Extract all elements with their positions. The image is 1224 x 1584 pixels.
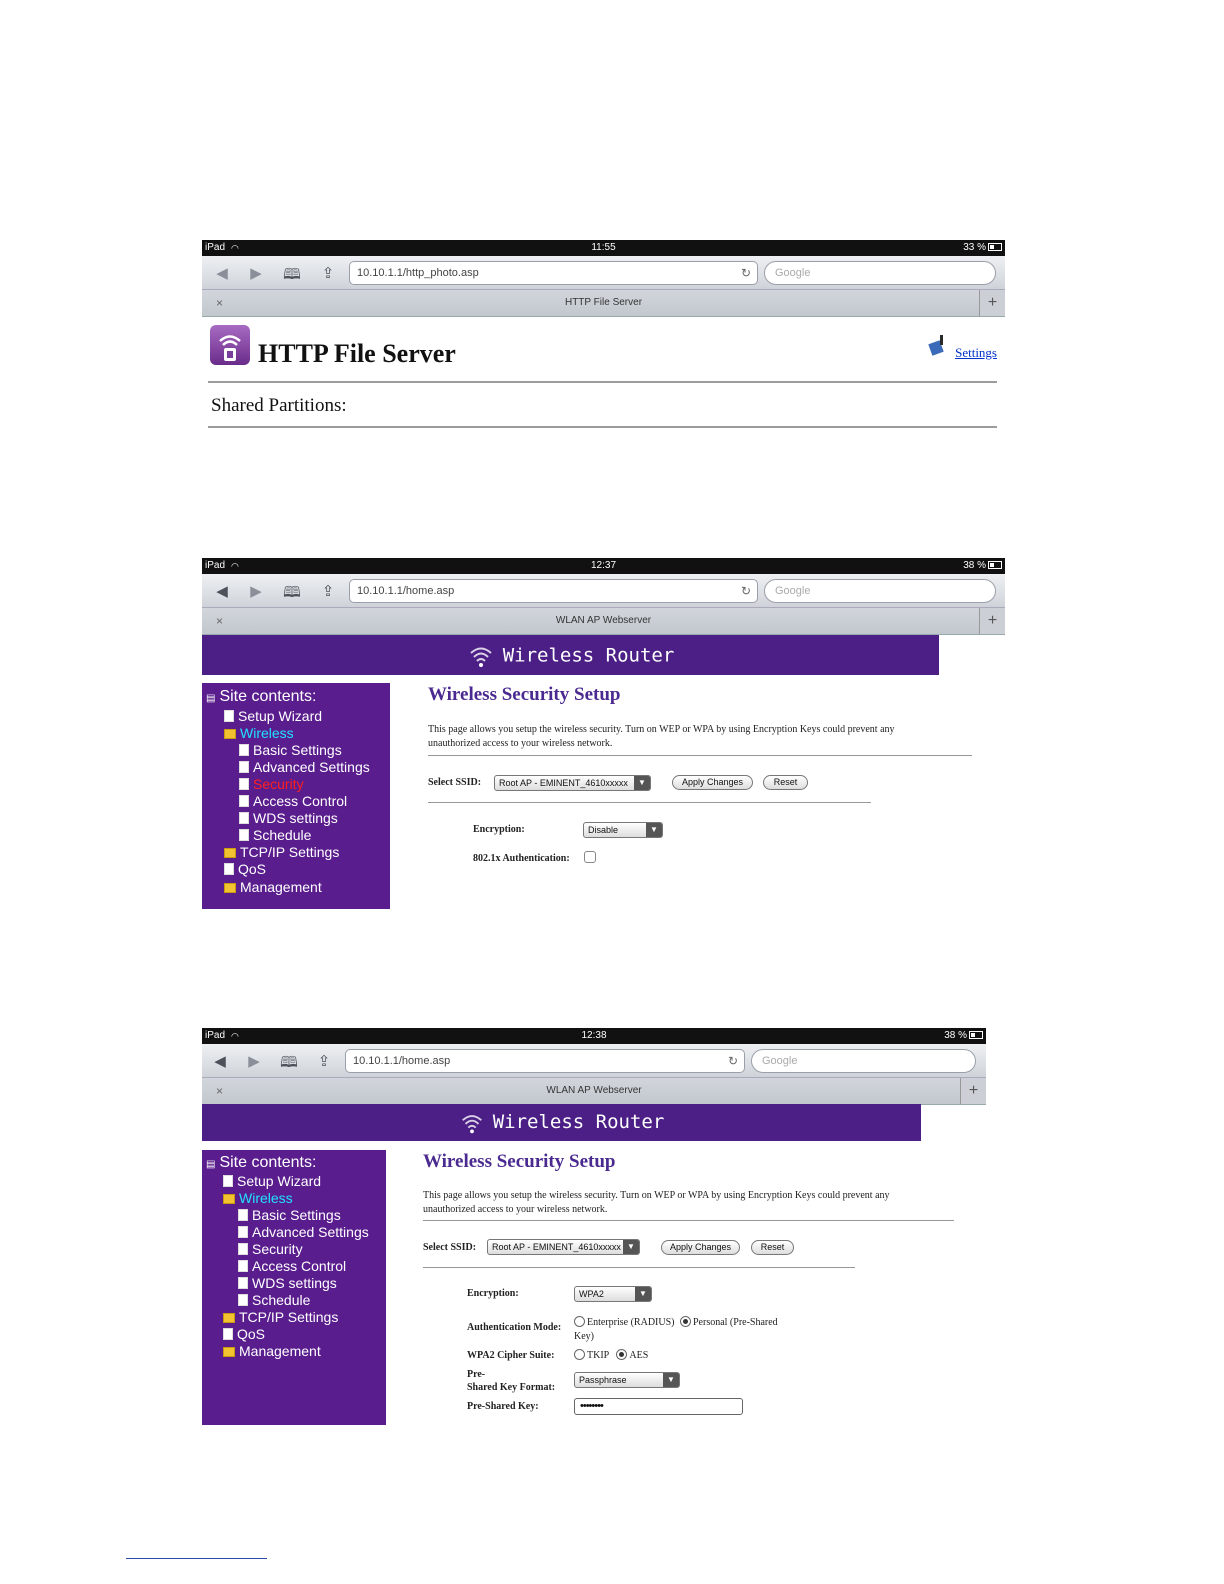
- page-icon: [238, 1277, 248, 1289]
- encryption-label: Encryption:: [467, 1288, 519, 1299]
- sidebar-item-wds-settings[interactable]: [239, 810, 338, 827]
- cipher-suite-options: [574, 1349, 648, 1363]
- sidebar-item-wds-settings[interactable]: [238, 1275, 337, 1292]
- encryption-select[interactable]: [574, 1286, 652, 1302]
- tab-title[interactable]: WLAN AP Webserver: [555, 615, 652, 626]
- divider: [208, 381, 997, 383]
- sidebar-item-label: WDS settings: [252, 1275, 337, 1291]
- status-bar: [202, 240, 1005, 256]
- forward-icon[interactable]: ▶: [250, 583, 262, 600]
- back-icon[interactable]: ◀: [216, 583, 228, 600]
- bookmarks-icon[interactable]: 🕮: [283, 584, 301, 601]
- footnote-separator: [126, 1558, 267, 1559]
- encryption-select-value: Disable: [588, 825, 619, 835]
- close-tab-icon[interactable]: ×: [216, 296, 224, 310]
- share-icon[interactable]: ⇪: [317, 1053, 331, 1070]
- banner-title: Wireless Router: [492, 1111, 665, 1133]
- auth-8021x-label: 802.1x Authentication:: [473, 853, 570, 864]
- battery-icon: [988, 243, 1002, 251]
- sidebar-tree-icon: ▤: [206, 693, 216, 704]
- ssid-select[interactable]: [487, 1239, 640, 1255]
- tab-title[interactable]: HTTP File Server: [564, 297, 643, 308]
- clock: 12:37: [590, 560, 617, 571]
- sidebar-item-label: QoS: [238, 861, 267, 877]
- sidebar-item-schedule[interactable]: [239, 827, 311, 844]
- ssid-label: Select SSID:: [423, 1242, 477, 1253]
- tab-title[interactable]: WLAN AP Webserver: [546, 1085, 642, 1096]
- new-tab-icon[interactable]: +: [979, 608, 1005, 634]
- wifi-icon: ◠: [231, 243, 239, 253]
- battery-percent: 33 %: [963, 242, 986, 253]
- reload-icon[interactable]: ↻: [740, 266, 751, 280]
- apply-changes-button[interactable]: Apply Changes: [661, 1240, 740, 1255]
- psk-input[interactable]: ••••••••: [574, 1398, 743, 1415]
- folder-icon: [223, 1347, 235, 1357]
- sidebar-item-label: Basic Settings: [252, 1207, 341, 1223]
- wifi-signal-icon: [459, 1110, 485, 1136]
- encryption-select[interactable]: [583, 822, 663, 838]
- wifi-icon: ◠: [231, 1031, 239, 1041]
- sidebar-item-security[interactable]: [238, 1241, 303, 1258]
- url-text: 10.10.1.1/home.asp: [357, 585, 455, 597]
- sidebar-item-management[interactable]: [223, 1343, 321, 1360]
- battery-percent: 38 %: [963, 560, 986, 571]
- page-title: Wireless Security Setup: [423, 1151, 616, 1172]
- sidebar-heading-text: Site contents:: [219, 688, 317, 705]
- wifi-logo-icon: [210, 325, 250, 365]
- sidebar-item-basic-settings[interactable]: [239, 742, 342, 759]
- reset-button[interactable]: Reset: [751, 1240, 794, 1255]
- chevron-down-icon: ▼: [634, 776, 650, 790]
- apply-changes-button[interactable]: Apply Changes: [672, 775, 753, 790]
- close-tab-icon[interactable]: ×: [216, 1084, 224, 1098]
- sidebar-item-tcpip-settings[interactable]: [224, 844, 339, 861]
- search-field[interactable]: Google: [764, 579, 996, 603]
- encryption-label: Encryption:: [473, 824, 525, 835]
- page-icon: [224, 863, 234, 875]
- sidebar-item-advanced-settings[interactable]: [238, 1224, 369, 1241]
- sidebar-heading: [206, 1154, 316, 1173]
- url-field[interactable]: [345, 1049, 745, 1073]
- page-icon: [239, 829, 249, 841]
- sidebar-item-label: Management: [239, 1343, 321, 1359]
- page-icon: [223, 1328, 233, 1340]
- sidebar-item-label: Access Control: [253, 793, 348, 809]
- chevron-down-icon: ▼: [635, 1287, 651, 1301]
- settings-icon[interactable]: [928, 334, 946, 356]
- reset-button[interactable]: Reset: [763, 775, 808, 790]
- sidebar-item-access-control[interactable]: [238, 1258, 346, 1275]
- page-title: HTTP File Server: [258, 339, 456, 368]
- sidebar-item-tcpip-settings[interactable]: [223, 1309, 338, 1326]
- sidebar-item-advanced-settings[interactable]: [239, 759, 370, 776]
- sidebar-item-label: Advanced Settings: [253, 759, 370, 775]
- page-icon: [239, 812, 249, 824]
- tab-bar: [202, 608, 1005, 635]
- cipher-aes-label: AES: [629, 1350, 649, 1361]
- back-icon[interactable]: ◀: [214, 1053, 226, 1070]
- auth-mode-label: Authentication Mode:: [467, 1322, 562, 1333]
- cipher-tkip-label: TKIP: [587, 1350, 609, 1361]
- wifi-logo-svg: [210, 325, 250, 365]
- ssid-label: Select SSID:: [428, 777, 482, 788]
- sidebar-item-label: Advanced Settings: [252, 1224, 369, 1240]
- sidebar-item-label: Access Control: [252, 1258, 347, 1274]
- sidebar-item-label: TCP/IP Settings: [240, 844, 340, 860]
- divider: [428, 802, 871, 803]
- site-contents-sidebar: [202, 1150, 386, 1425]
- psk-format-label-line2: Shared Key Format:: [467, 1382, 556, 1393]
- back-icon[interactable]: ◀: [216, 265, 228, 282]
- page-icon: [224, 710, 234, 722]
- router-banner: [202, 1104, 921, 1141]
- sidebar-item-label: Wireless: [239, 1190, 293, 1206]
- sidebar-item-label: Schedule: [252, 1292, 311, 1308]
- url-text: 10.10.1.1/home.asp: [353, 1055, 451, 1067]
- page-icon: [238, 1243, 248, 1255]
- sidebar-item-qos[interactable]: [223, 1326, 265, 1343]
- battery-icon: [969, 1031, 983, 1039]
- browser-toolbar: [202, 574, 1005, 608]
- folder-icon: [224, 883, 236, 893]
- close-tab-icon[interactable]: ×: [216, 614, 224, 628]
- new-tab-icon[interactable]: +: [960, 1078, 986, 1104]
- url-text: 10.10.1.1/http_photo.asp: [357, 267, 479, 279]
- battery-icon: [988, 561, 1002, 569]
- banner-title: Wireless Router: [502, 644, 675, 667]
- new-tab-icon[interactable]: +: [979, 290, 1005, 316]
- page-description: This page allows you setup the wireless security. Turn on WEP or WPA by using Encryption Keys could prevent any unauthorized access to your wireless network.: [423, 1190, 890, 1215]
- sidebar-item-label: TCP/IP Settings: [239, 1309, 339, 1325]
- sidebar-item-access-control[interactable]: [239, 793, 347, 810]
- screenshot-security-disabled: [202, 558, 1005, 910]
- screenshot-security-wpa2: [202, 1028, 986, 1426]
- psk-format-label-line1: Pre-: [467, 1369, 486, 1380]
- sidebar-item-wireless[interactable]: [223, 1190, 293, 1207]
- cipher-tkip-radio[interactable]: [574, 1349, 585, 1360]
- reload-icon[interactable]: ↻: [727, 1054, 738, 1068]
- sidebar-item-setup-wizard[interactable]: [224, 708, 322, 725]
- battery-indicator: [963, 558, 1002, 574]
- browser-toolbar: [202, 256, 1005, 290]
- search-field[interactable]: Google: [764, 261, 996, 285]
- divider: [423, 1220, 954, 1221]
- page-description: This page allows you setup the wireless security. Turn on WEP or WPA by using Encryption Keys could prevent any unauthorized access to your wireless network.: [428, 724, 895, 749]
- status-bar: [202, 558, 1005, 574]
- clock: 11:55: [591, 242, 616, 253]
- auth-mode-options: [574, 1316, 799, 1344]
- chevron-down-icon: ▼: [646, 823, 662, 837]
- folder-icon: [223, 1313, 235, 1323]
- page-title: Wireless Security Setup: [428, 684, 621, 705]
- device-label: iPad: [205, 1030, 226, 1041]
- url-field[interactable]: [349, 261, 758, 285]
- sidebar-item-label: Wireless: [240, 725, 294, 741]
- device-label: iPad: [205, 242, 226, 253]
- page-icon: [238, 1260, 248, 1272]
- forward-icon[interactable]: ▶: [248, 1053, 260, 1070]
- divider: [428, 755, 972, 756]
- shared-partitions-heading: Shared Partitions:: [211, 395, 347, 416]
- url-field[interactable]: [349, 579, 758, 603]
- bookmarks-icon[interactable]: 🕮: [283, 266, 301, 283]
- tab-bar: [202, 290, 1005, 317]
- auth-enterprise-label: Enterprise (RADIUS): [587, 1317, 675, 1328]
- browser-toolbar: [202, 1044, 986, 1078]
- psk-format-select[interactable]: [574, 1372, 680, 1388]
- page-icon: [238, 1226, 248, 1238]
- bookmarks-icon[interactable]: 🕮: [280, 1054, 298, 1071]
- auth-8021x-checkbox[interactable]: [584, 851, 596, 863]
- battery-indicator: [963, 240, 1002, 256]
- divider: [208, 426, 997, 428]
- sidebar-item-qos[interactable]: [224, 861, 266, 878]
- folder-icon: [224, 848, 236, 858]
- sidebar-tree-icon: ▤: [206, 1159, 216, 1170]
- sidebar-heading: [206, 688, 316, 707]
- ssid-select-value: Root AP - EMINENT_4610xxxxx: [499, 778, 628, 788]
- sidebar-item-label: WDS settings: [253, 810, 338, 826]
- sidebar-heading-text: Site contents:: [219, 1154, 317, 1171]
- sidebar-item-label: Management: [240, 879, 322, 895]
- router-banner: [202, 635, 939, 675]
- site-contents-sidebar: [202, 683, 390, 909]
- sidebar-item-label: Security: [253, 776, 304, 792]
- page-icon: [223, 1175, 233, 1187]
- psk-format-select-value: Passphrase: [579, 1375, 627, 1385]
- screenshot-http-file-server: [202, 240, 1005, 440]
- cipher-aes-radio[interactable]: [616, 1349, 627, 1360]
- page-icon: [239, 761, 249, 773]
- page-icon: [239, 744, 249, 756]
- auth-personal-radio[interactable]: [680, 1316, 691, 1327]
- page-icon: [238, 1209, 248, 1221]
- tab-bar: [202, 1078, 986, 1105]
- forward-icon[interactable]: ▶: [250, 265, 262, 282]
- battery-indicator: [944, 1028, 983, 1044]
- encryption-select-value: WPA2: [579, 1289, 604, 1299]
- sidebar-item-label: Setup Wizard: [237, 1173, 322, 1189]
- share-icon[interactable]: ⇪: [321, 265, 335, 282]
- sidebar-item-label: Schedule: [253, 827, 312, 843]
- divider: [423, 1267, 855, 1268]
- device-label: iPad: [205, 560, 226, 571]
- sidebar-item-label: Setup Wizard: [238, 708, 323, 724]
- search-field[interactable]: Google: [751, 1049, 976, 1073]
- status-bar: [202, 1028, 986, 1044]
- share-icon[interactable]: ⇪: [321, 583, 335, 600]
- ssid-select-value: Root AP - EMINENT_4610xxxxx: [492, 1242, 621, 1252]
- sidebar-item-schedule[interactable]: [238, 1292, 310, 1309]
- sidebar-item-label: Basic Settings: [253, 742, 342, 758]
- psk-label: Pre-Shared Key:: [467, 1401, 539, 1412]
- auth-enterprise-radio[interactable]: [574, 1316, 585, 1327]
- page-icon: [239, 778, 249, 790]
- sidebar-item-wireless[interactable]: [224, 725, 294, 742]
- sidebar-item-label: QoS: [237, 1326, 266, 1342]
- folder-open-icon: [223, 1194, 235, 1204]
- reload-icon[interactable]: ↻: [740, 584, 751, 598]
- settings-link[interactable]: Settings: [955, 345, 997, 360]
- auth-personal-label: Personal (Pre-Shared Key): [574, 1317, 778, 1342]
- clock: 12:38: [581, 1030, 607, 1041]
- battery-percent: 38 %: [944, 1030, 967, 1041]
- folder-open-icon: [224, 729, 236, 739]
- page-icon: [238, 1294, 248, 1306]
- sidebar-item-setup-wizard[interactable]: [223, 1173, 321, 1190]
- ssid-select[interactable]: [494, 775, 651, 791]
- page-icon: [239, 795, 249, 807]
- wifi-signal-icon: [467, 642, 495, 670]
- cipher-suite-label: WPA2 Cipher Suite:: [467, 1350, 555, 1361]
- sidebar-item-management[interactable]: [224, 879, 322, 896]
- wifi-icon: ◠: [231, 561, 239, 571]
- sidebar-item-security[interactable]: [239, 776, 304, 793]
- sidebar-item-basic-settings[interactable]: [238, 1207, 341, 1224]
- chevron-down-icon: ▼: [663, 1373, 679, 1387]
- chevron-down-icon: ▼: [623, 1240, 639, 1254]
- sidebar-item-label: Security: [252, 1241, 303, 1257]
